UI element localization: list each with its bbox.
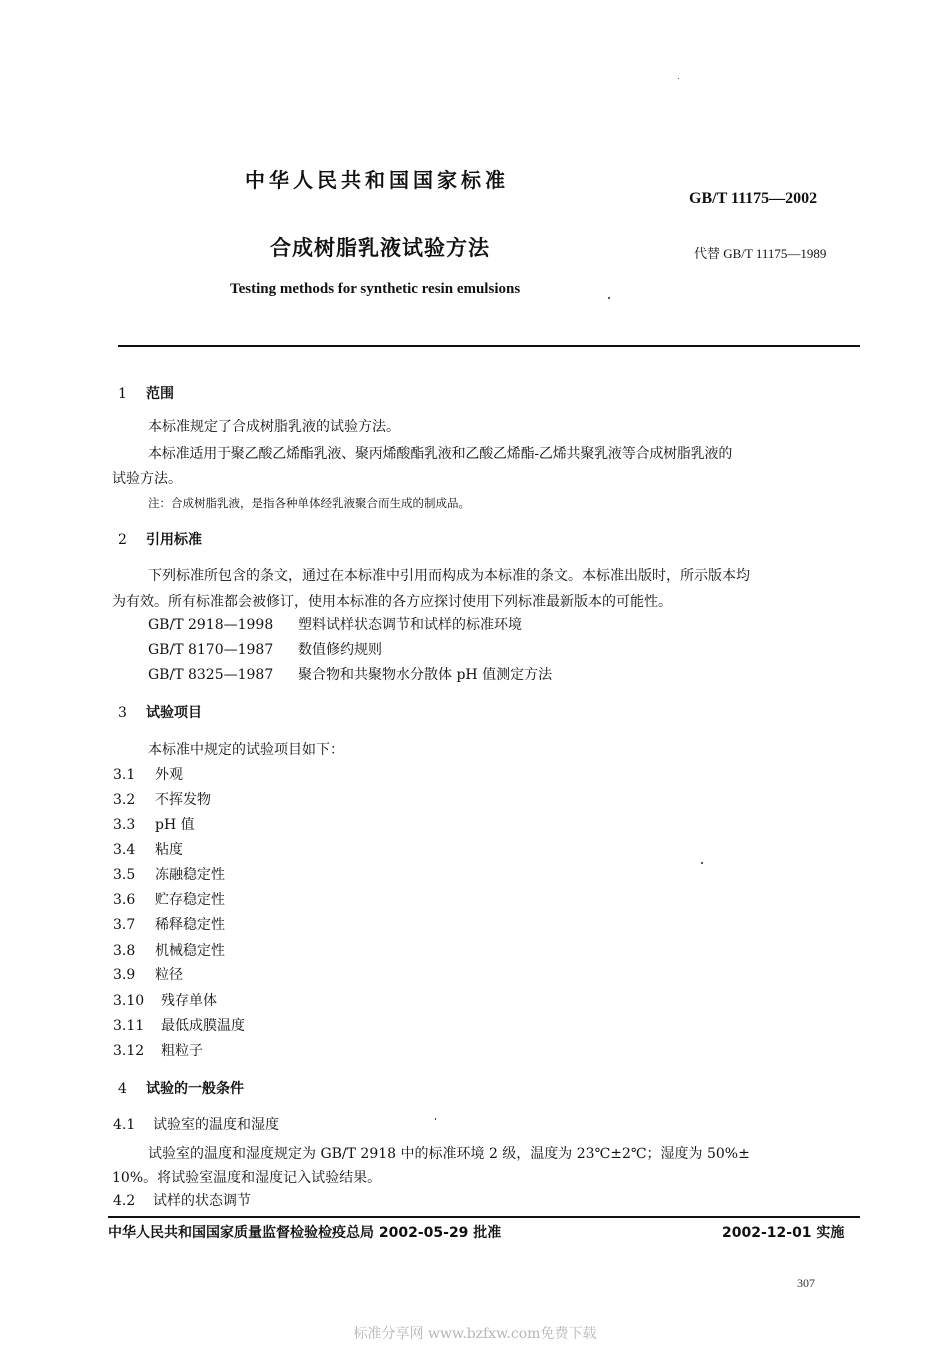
subsection-4-2-heading <box>113 1190 251 1210</box>
scan-speck <box>678 78 679 79</box>
item-number: 3.1 <box>113 767 136 783</box>
section-title: 引用标准 <box>146 532 202 548</box>
section-title: 范围 <box>146 386 174 402</box>
item-number: 3.9 <box>113 967 136 983</box>
test-item <box>113 864 225 884</box>
item-number: 3.3 <box>113 817 136 833</box>
test-item <box>113 764 183 784</box>
paragraph: 下列标准所包含的条文，通过在本标准中引用而构成为本标准的条文。本标准出版时，所示版本均 <box>148 568 750 584</box>
document-title: 合成树脂乳液试验方法 <box>270 236 490 260</box>
item-label: 残存单体 <box>161 993 217 1009</box>
item-number: 3.11 <box>113 1018 145 1034</box>
note: 注：合成树脂乳液，是指各种单体经乳液聚合而生成的制成品。 <box>148 496 470 510</box>
item-label: 不挥发物 <box>155 792 211 808</box>
test-item <box>113 1015 245 1035</box>
reference-row <box>148 614 522 634</box>
item-label: 冻融稳定性 <box>155 867 225 883</box>
paragraph: 本标准规定了合成树脂乳液的试验方法。 <box>148 419 400 435</box>
test-item <box>113 1040 203 1060</box>
test-item <box>113 964 183 984</box>
test-item <box>113 990 217 1010</box>
item-label: 粒径 <box>155 967 183 983</box>
section-1-heading <box>118 383 174 403</box>
section-number: 3 <box>118 705 127 721</box>
watermark: 标准分享网 www.bzfxw.com免费下载 <box>353 1326 597 1342</box>
header-divider <box>118 345 860 347</box>
item-number: 3.6 <box>113 892 136 908</box>
item-label: 稀释稳定性 <box>155 917 225 933</box>
section-4-heading <box>118 1078 244 1098</box>
national-standard-title: 中华人民共和国国家标准 <box>245 168 509 192</box>
item-number: 3.4 <box>113 842 136 858</box>
item-label: 粗粒子 <box>161 1043 203 1059</box>
paragraph-continuation: 试验方法。 <box>112 471 182 487</box>
section-number: 2 <box>118 532 127 548</box>
item-number: 3.8 <box>113 943 136 959</box>
reference-title: 聚合物和共聚物水分散体 pH 值测定方法 <box>298 667 553 683</box>
reference-row <box>148 639 382 659</box>
test-item <box>113 914 225 934</box>
scan-speck <box>608 297 610 299</box>
reference-code: GB/T 8325—1987 <box>148 667 274 683</box>
section-3-heading <box>118 702 202 722</box>
test-item <box>113 839 183 859</box>
reference-code: GB/T 8170—1987 <box>148 642 274 658</box>
section-title: 试验项目 <box>146 705 202 721</box>
item-number: 3.10 <box>113 993 145 1009</box>
item-number: 3.12 <box>113 1043 145 1059</box>
paragraph-continuation: 10%。将试验室温度和湿度记入试验结果。 <box>112 1170 382 1186</box>
item-number: 3.7 <box>113 917 136 933</box>
subsection-4-1-heading <box>113 1114 279 1134</box>
item-label: 粘度 <box>155 842 183 858</box>
item-number: 3.2 <box>113 792 136 808</box>
reference-row <box>148 664 552 684</box>
section-title: 试验的一般条件 <box>146 1081 244 1097</box>
item-label: 机械稳定性 <box>155 943 225 959</box>
subsection-title: 试样的状态调节 <box>153 1193 251 1209</box>
test-item <box>113 814 195 834</box>
english-title: Testing methods for synthetic resin emulsions <box>230 281 521 297</box>
paragraph: 试验室的温度和湿度规定为 GB/T 2918 中的标准环境 2 级，温度为 23℃±2℃；湿度为 50%± <box>148 1146 750 1162</box>
scan-speck <box>701 862 703 864</box>
paragraph: 本标准适用于聚乙酸乙烯酯乳液、聚丙烯酸酯乳液和乙酸乙烯酯-乙烯共聚乳液等合成树脂乳液的 <box>148 446 733 462</box>
footer-divider <box>108 1216 860 1218</box>
paragraph-continuation: 为有效。所有标准都会被修订，使用本标准的各方应探讨使用下列标准最新版本的可能性。 <box>112 594 672 610</box>
standard-code: GB/T 11175—2002 <box>689 190 818 207</box>
item-label: pH 值 <box>155 817 195 833</box>
reference-title: 数值修约规则 <box>298 642 382 658</box>
page-number: 307 <box>797 1276 815 1290</box>
reference-code: GB/T 2918—1998 <box>148 617 274 633</box>
reference-title: 塑料试样状态调节和试样的标准环境 <box>298 617 522 633</box>
item-label: 外观 <box>155 767 183 783</box>
item-number: 3.5 <box>113 867 136 883</box>
test-item <box>113 789 211 809</box>
implementation-date: 2002-12-01 实施 <box>722 1225 845 1241</box>
paragraph: 本标准中规定的试验项目如下： <box>148 742 344 758</box>
subsection-number: 4.1 <box>113 1117 136 1133</box>
test-item <box>113 940 225 960</box>
approval-line: 中华人民共和国国家质量监督检验检疫总局 2002-05-29 批准 <box>108 1225 502 1241</box>
item-label: 最低成膜温度 <box>161 1018 245 1034</box>
scan-speck <box>435 1118 436 1120</box>
test-item <box>113 889 225 909</box>
subsection-number: 4.2 <box>113 1193 136 1209</box>
section-number: 1 <box>118 386 127 402</box>
section-number: 4 <box>118 1081 127 1097</box>
item-label: 贮存稳定性 <box>155 892 225 908</box>
subsection-title: 试验室的温度和湿度 <box>153 1117 279 1133</box>
section-2-heading <box>118 529 202 549</box>
replaces-standard: 代替 GB/T 11175—1989 <box>694 246 827 261</box>
